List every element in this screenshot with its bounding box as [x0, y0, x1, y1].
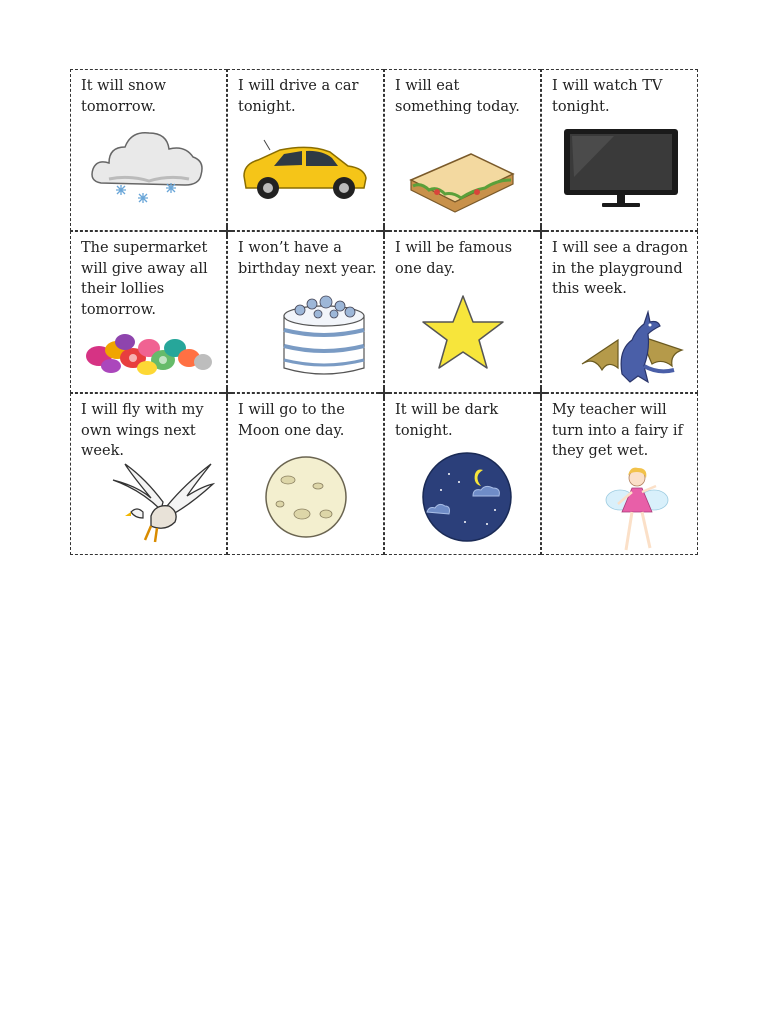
card-fairy: [541, 393, 698, 555]
card-eagle: [70, 393, 227, 555]
cake-icon: [280, 290, 368, 378]
eagle-icon: [111, 460, 215, 546]
card-car: [227, 69, 384, 231]
cut-mark: [378, 225, 390, 237]
card-moon: [227, 393, 384, 555]
cut-mark: [221, 387, 233, 399]
car-icon: [240, 138, 370, 200]
card-star: [384, 231, 541, 393]
card-text: I will see a dragon in the playground this week.: [552, 240, 688, 297]
card-night: [384, 393, 541, 555]
card-text: The supermarket will give away all their lollies tomorrow.: [81, 240, 208, 318]
card-text: I will eat something today.: [395, 78, 520, 115]
cut-mark: [535, 387, 547, 399]
card-snow: [70, 69, 227, 231]
cut-mark: [535, 225, 547, 237]
card-text: It will be dark tonight.: [395, 402, 499, 439]
cut-mark: [378, 387, 390, 399]
card-sheet: [70, 69, 698, 555]
card-text: It will snow tomorrow.: [81, 78, 167, 115]
card-text: I will drive a car tonight.: [238, 78, 359, 115]
fairy-icon: [602, 464, 672, 552]
card-lollies: [70, 231, 227, 393]
card-text: I will go to the Moon one day.: [238, 402, 345, 439]
card-text: I won’t have a birthday next year.: [238, 240, 377, 277]
dragon-icon: [578, 310, 688, 386]
cut-mark: [221, 225, 233, 237]
lollies-icon: [83, 332, 213, 378]
sandwich-icon: [407, 150, 519, 216]
night-sky-icon: [421, 452, 513, 542]
card-text: I will watch TV tonight.: [552, 78, 663, 115]
card-text: I will fly with my own wings next week.: [81, 402, 204, 459]
card-dragon: [541, 231, 698, 393]
card-tv: [541, 69, 698, 231]
star-icon: [421, 294, 505, 370]
tv-icon: [562, 127, 680, 209]
moon-icon: [262, 456, 350, 538]
card-cake: [227, 231, 384, 393]
card-sandwich: [384, 69, 541, 231]
card-text: I will be famous one day.: [395, 240, 513, 277]
card-text: My teacher will turn into a fairy if they get wet.: [552, 402, 683, 459]
snow-cloud-icon: [89, 125, 207, 207]
